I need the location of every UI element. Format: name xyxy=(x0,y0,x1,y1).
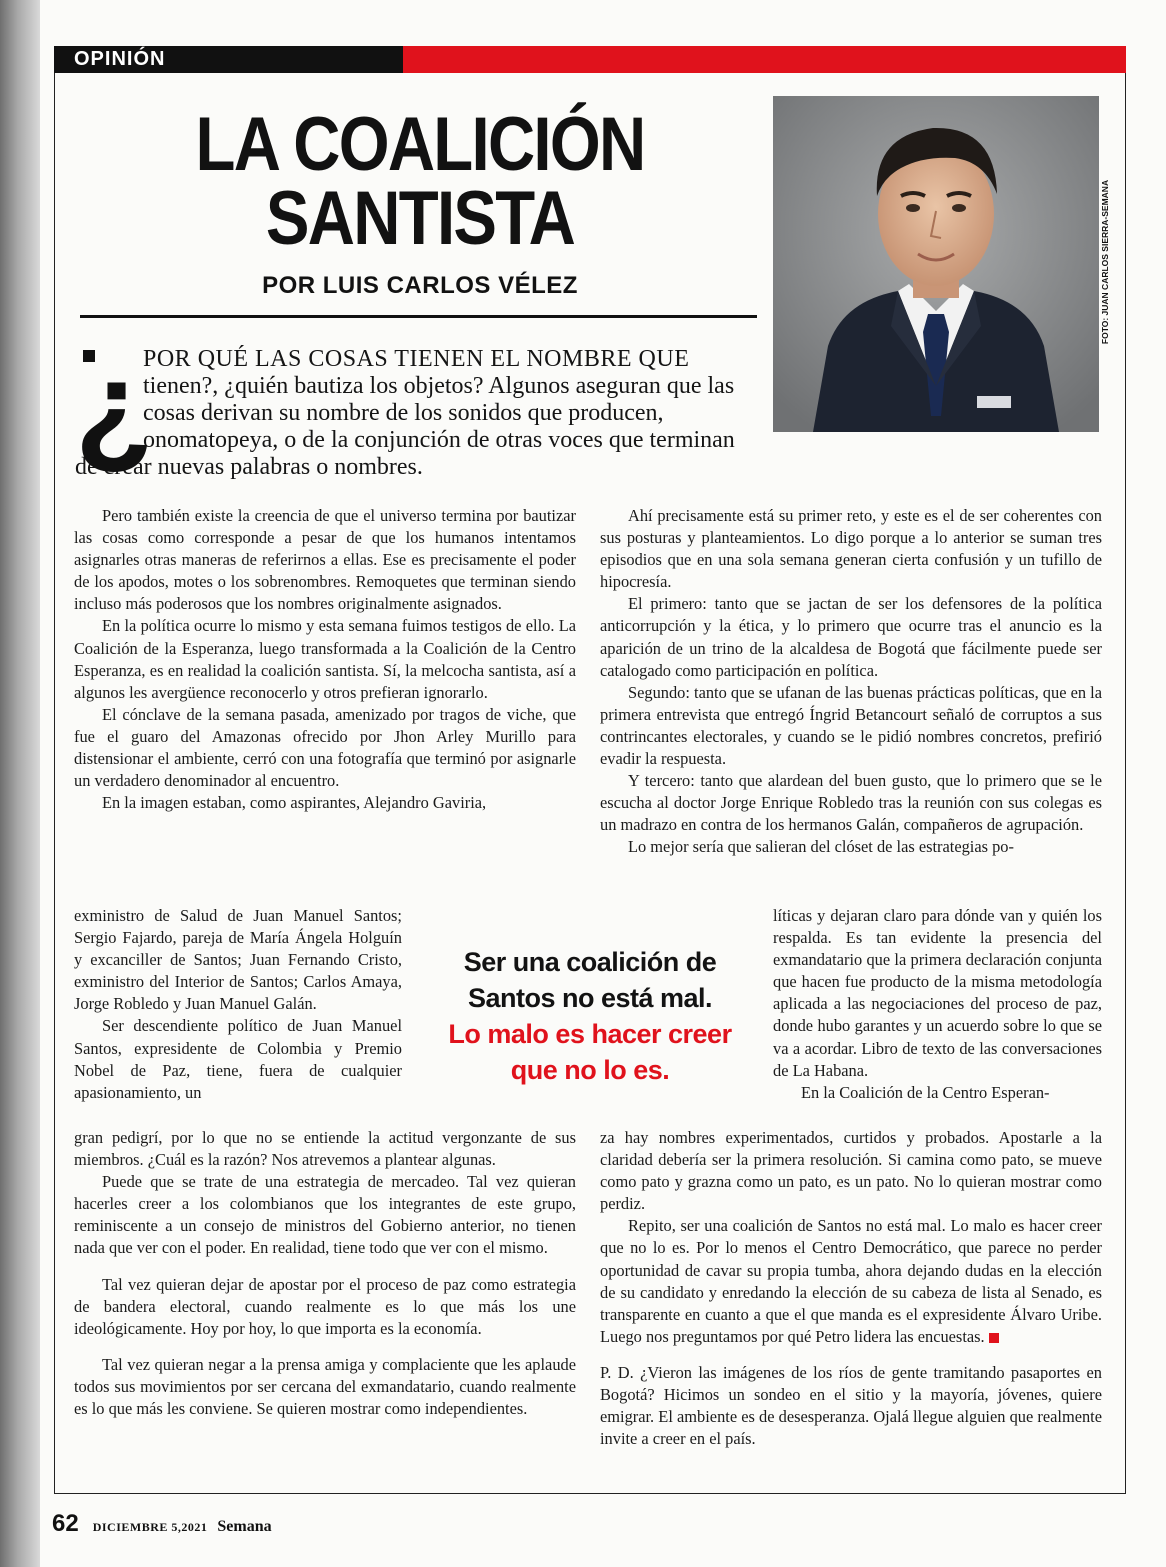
photo-credit: FOTO: JUAN CARLOS SIERRA-SEMANA xyxy=(1100,179,1110,345)
page-number: 62 xyxy=(52,1510,79,1537)
magazine-name: Semana xyxy=(217,1518,272,1535)
body-paragraph: El cónclave de la semana pasada, amenizado por tragos de viche, que fue el guaro del Amazonas ofrecido por Jhon Arley Murillo para distensionar el ambiente, cerró con una fotografía que terminó por asignarle un verdadero denominador al encuentro. xyxy=(74,704,576,791)
left-column-narrow xyxy=(74,905,402,1104)
body-paragraph: Ser descendiente político de Juan Manuel Santos, expresidente de Colombia y Premio Nobel de Paz, tiene, fuera de cualquier apasionamiento, un xyxy=(74,1016,402,1102)
body-paragraph: Y tercero: tanto que alardean del buen gusto, que lo primero que se le escucha al doctor Jorge Enrique Robledo tras la reunión con sus colegas es un madrazo en contra de los hermanos Galán, compañeros de agrupación. xyxy=(600,771,1102,835)
drop-cap-glyph: ¿ xyxy=(75,335,154,478)
body-paragraph: líticas y dejaran claro para dónde van y quién los respalda. Es tan evidente la presencia del exmandatario que la primera declaración conjunta que hacen fue producto de la misma metodología aplicada a las negociaciones del proceso de paz, donde hubo garantes y un acuerdo sobre lo que se va a acordar. Libro de texto de las conversaciones de La Habana. xyxy=(773,906,1102,1080)
body-paragraph xyxy=(600,1215,1102,1348)
body-paragraph: Ahí precisamente está su primer reto, y este es el de ser coherentes con sus posturas y planteamientos. Lo digo porque a lo anterior se suman tres episodios que en una sola semana generan cierta confusión y un tufillo de hipocresía. xyxy=(600,506,1102,592)
pull-quote xyxy=(430,944,750,1088)
left-column-bottom xyxy=(74,1127,576,1420)
right-column-top xyxy=(600,505,1102,859)
headline xyxy=(128,102,713,261)
author-portrait-illustration xyxy=(773,96,1099,432)
body-paragraph: En la Coalición de la Centro Esperan- xyxy=(801,1082,1050,1102)
drop-cap xyxy=(75,335,154,478)
headline-line-1: LA COALICIÓN xyxy=(195,102,645,187)
body-paragraph: gran pedigrí, por lo que no se entiende la actitud vergonzante de sus miembros. ¿Cuál es la razón? Nos atrevemos a plantear algunas. xyxy=(74,1128,576,1170)
body-paragraph: Tal vez quieran dejar de apostar por el proceso de paz como estrategia de bandera electoral, cuando realmente es lo que más los une ideológicamente. Hoy por hoy, lo que importa es la economía. xyxy=(74,1274,576,1338)
body-paragraph: exministro de Salud de Juan Manuel Santos; Sergio Fajardo, pareja de María Ángela Holguín y excanciller de Santos; Juan Fernando Cristo, exministro del Interior de Santos; Carlos Amaya, Jorge Robledo y Juan Manuel Galán. xyxy=(74,906,402,1014)
author-photo xyxy=(773,96,1099,432)
page-footer xyxy=(52,1510,272,1538)
section-bar-red xyxy=(403,46,1126,73)
headline-rule xyxy=(80,315,757,318)
body-paragraph: Puede que se trate de una estrategia de mercadeo. Tal vez quieran hacerles creer a los colombianos que los integrantes de este grupo, reminiscente a un consejo de ministros del Gobierno anterior, no tienen nada que ver con el poder. En realidad, tiene todo que ver con el mismo. xyxy=(74,1172,576,1258)
magazine-page xyxy=(40,0,1166,1567)
right-column-bottom xyxy=(600,1127,1102,1450)
section-label: OPINIÓN xyxy=(74,48,166,70)
body-paragraph: El primero: tanto que se jactan de ser los defensores de la política anticorrupción y la ética, y lo primero que ocurre tras el anuncio es la aparición de un trino de la alcaldesa de Bogotá que fácilmente puede ser catalogado como participación en política. xyxy=(600,594,1102,680)
lede-text: tienen?, ¿quién bautiza los objetos? Algunos aseguran que las cosas derivan su nombre de los sonidos que producen, onomatopeya, o de la conjunción de otras voces que terminan de crear nuevas palabras o nombres. xyxy=(75,373,735,480)
byline: POR LUIS CARLOS VÉLEZ xyxy=(262,272,578,299)
body-paragraph: Lo mejor sería que salieran del clóset de las estrategias po- xyxy=(628,837,1014,857)
pull-quote-black: Ser una coalición de Santos no está mal. xyxy=(463,947,717,1013)
issue-date: DICIEMBRE 5,2021 xyxy=(92,1520,208,1534)
body-paragraph: Tal vez quieran negar a la prensa amiga y complaciente que les aplaude todos sus movimientos por ser cercana del exmandatario, cuando realmente es lo que más les conviene. Se quieren mostrar como independientes. xyxy=(74,1354,576,1419)
postscript: P. D. ¿Vieron las imágenes de los ríos de gente tramitando pasaportes en Bogotá? Hicimos un sondeo en el sitio y la mayoría, jóvenes, quiere emigrar. El ambiente es de desesperanza. Ojalá llegue alguien que realmente invite a creer en el país. xyxy=(600,1362,1102,1449)
end-mark-icon xyxy=(989,1333,999,1343)
body-paragraph: Segundo: tanto que se ufanan de las buenas prácticas políticas, que en la primera entrevista que entregó Íngrid Betancourt señaló de corruptos a sus contrincantes electorales, y cuando se le pidió nombres concretos, prefirió evadir la respuesta. xyxy=(600,682,1102,769)
closing-paragraph-text: Repito, ser una coalición de Santos no está mal. Lo malo es hacer creer que no lo es. Por lo menos el Centro Democrático, que parece no perder oportunidad de cavar su propia tumba, ahora dejando dudas en la elección de su candidato y enredando la elección de su cabeza de lista al Senado, es transparente en cuanto a que el que manda es el expresidente Álvaro Uribe. Luego nos preguntamos por qué Petro lidera las encuestas. xyxy=(600,1216,1102,1346)
lede-caps: POR QUÉ LAS COSAS TIENEN EL NOMBRE QUE xyxy=(143,346,690,372)
pull-quote-red: Lo malo es hacer creer que no lo es. xyxy=(448,1019,732,1085)
body-paragraph: Pero también existe la creencia de que el universo termina por bautizar las cosas como corresponde a pesar de que los humanos intentamos asignarles otras maneras de referirnos a ellas. Ese es precisamente el poder de los apodos, motes o los sobrenombres. Remoquetes que terminan siendo incluso más poderosos que los nombres originalmente asignados. xyxy=(74,506,576,614)
body-paragraph: za hay nombres experimentados, curtidos y probados. Apostarle a la claridad debería ser la primera resolución. Si camina como pato, se mueve como pato y grazna como un pato, es un pato. No lo quieran mostrar como perdiz. xyxy=(600,1128,1102,1214)
body-paragraph: En la política ocurre lo mismo y esta semana fuimos testigos de ello. La Coalición de la Esperanza, luego transformada a la Coalición de la Centro Esperanza, es en realidad la coalición santista. Sí, la melcocha santista, así a algunos les avergüence reconocerlo y otros prefieran ignorarlo. xyxy=(74,616,576,702)
right-column-narrow xyxy=(773,905,1102,1104)
section-bar xyxy=(54,46,1126,73)
body-paragraph: En la imagen estaban, como aspirantes, Alejandro Gaviria, xyxy=(102,793,487,813)
left-column-top xyxy=(74,505,576,814)
headline-line-2: SANTISTA xyxy=(265,176,575,261)
page-spine-shadow xyxy=(0,0,40,1567)
lede-paragraph xyxy=(75,335,755,481)
